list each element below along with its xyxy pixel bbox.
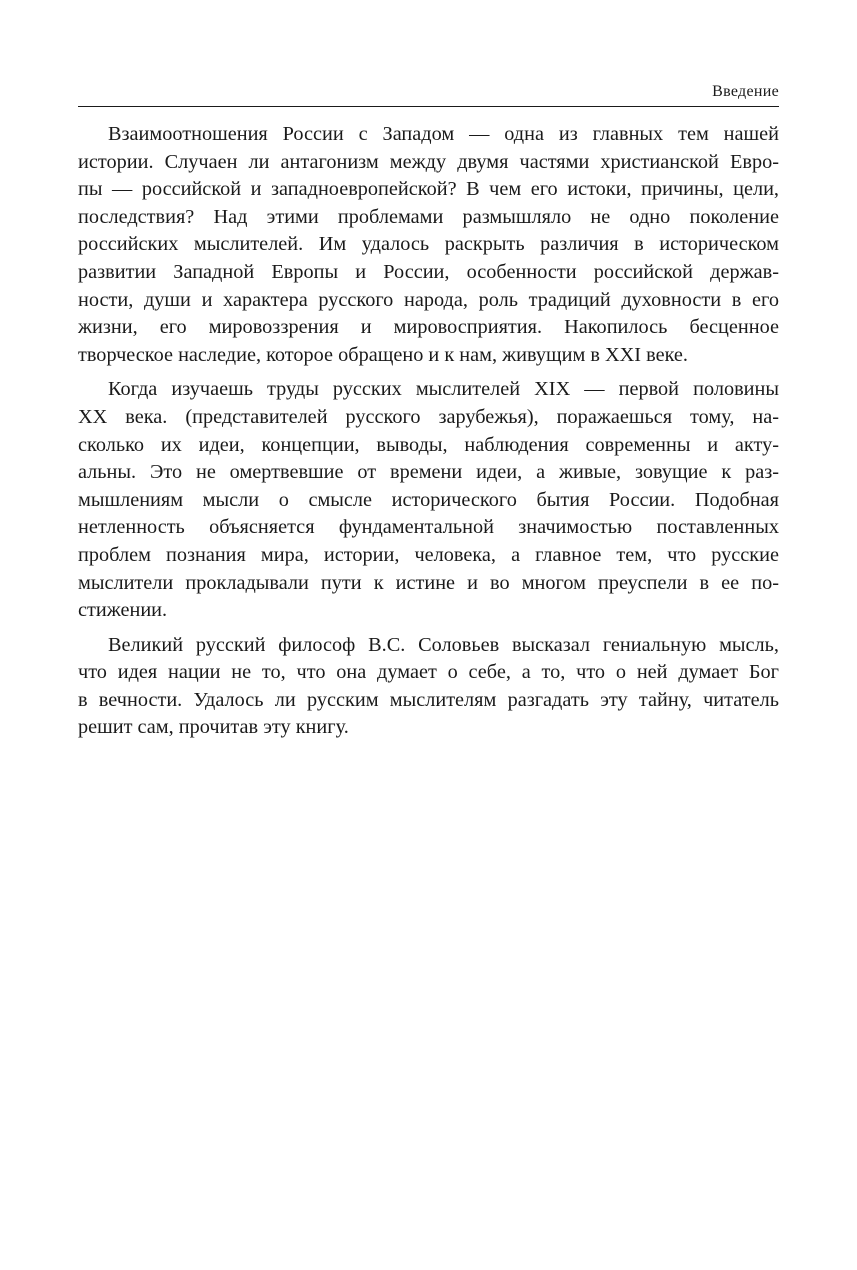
- text-line: пы — российской и западноевропейской? В чем его истоки, причины, цели,: [78, 178, 779, 201]
- paragraph-3: [78, 632, 779, 742]
- text-line: последствия? Над этими проблемами размышляло не одно поколение: [78, 205, 779, 228]
- text-line: развитии Западной Европы и России, особенности российской держав-: [78, 260, 779, 283]
- body-text: [78, 121, 779, 749]
- text-line: мыслители прокладывали пути к истине и во многом преуспели в ее по-: [78, 571, 779, 594]
- text-line: проблем познания мира, истории, человека, а главное тем, что русские: [78, 543, 779, 566]
- text-line: что идея нации не то, что она думает о себе, а то, что о ней думает Бог: [78, 661, 779, 684]
- text-line: Великий русский философ В.С. Соловьев высказал гениальную мысль,: [108, 633, 779, 656]
- text-line: XX века. (представителей русского зарубежья), поражаешься тому, на-: [78, 405, 779, 428]
- text-line: ности, души и характера русского народа, роль традиций духовности в его: [78, 288, 779, 311]
- text-line: стижении.: [78, 599, 168, 622]
- text-line: российских мыслителей. Им удалось раскрыть различия в историческом: [78, 233, 779, 256]
- text-line: нетленность объясняется фундаментальной значимостью поставленных: [78, 516, 779, 539]
- paragraph-1: [78, 121, 779, 369]
- paragraph-2: [78, 376, 779, 624]
- text-line: жизни, его мировоззрения и мировосприятия. Накопилось бесценное: [78, 316, 779, 339]
- text-line: творческое наследие, которое обращено и к нам, живущим в XXI веке.: [78, 343, 689, 366]
- text-line: сколько их идеи, концепции, выводы, наблюдения современны и акту-: [78, 433, 779, 456]
- text-line: альны. Это не омертвевшие от времени идеи, а живые, зовущие к раз-: [78, 461, 779, 484]
- text-line: решит сам, прочитав эту книгу.: [78, 716, 349, 739]
- text-line: Взаимоотношения России с Западом — одна из главных тем нашей: [108, 123, 779, 145]
- text-line: истории. Случаен ли антагонизм между двумя частями христианской Евро-: [78, 150, 779, 173]
- running-head-section-title: Введение: [712, 83, 779, 100]
- header-rule: [78, 106, 779, 107]
- text-line: Когда изучаешь труды русских мыслителей XIX — первой половины: [108, 378, 779, 401]
- text-line: в вечности. Удалось ли русским мыслителям разгадать эту тайну, читатель: [78, 688, 779, 711]
- text-line: мышлениям мысли о смысле исторического бытия России. Подобная: [78, 488, 779, 511]
